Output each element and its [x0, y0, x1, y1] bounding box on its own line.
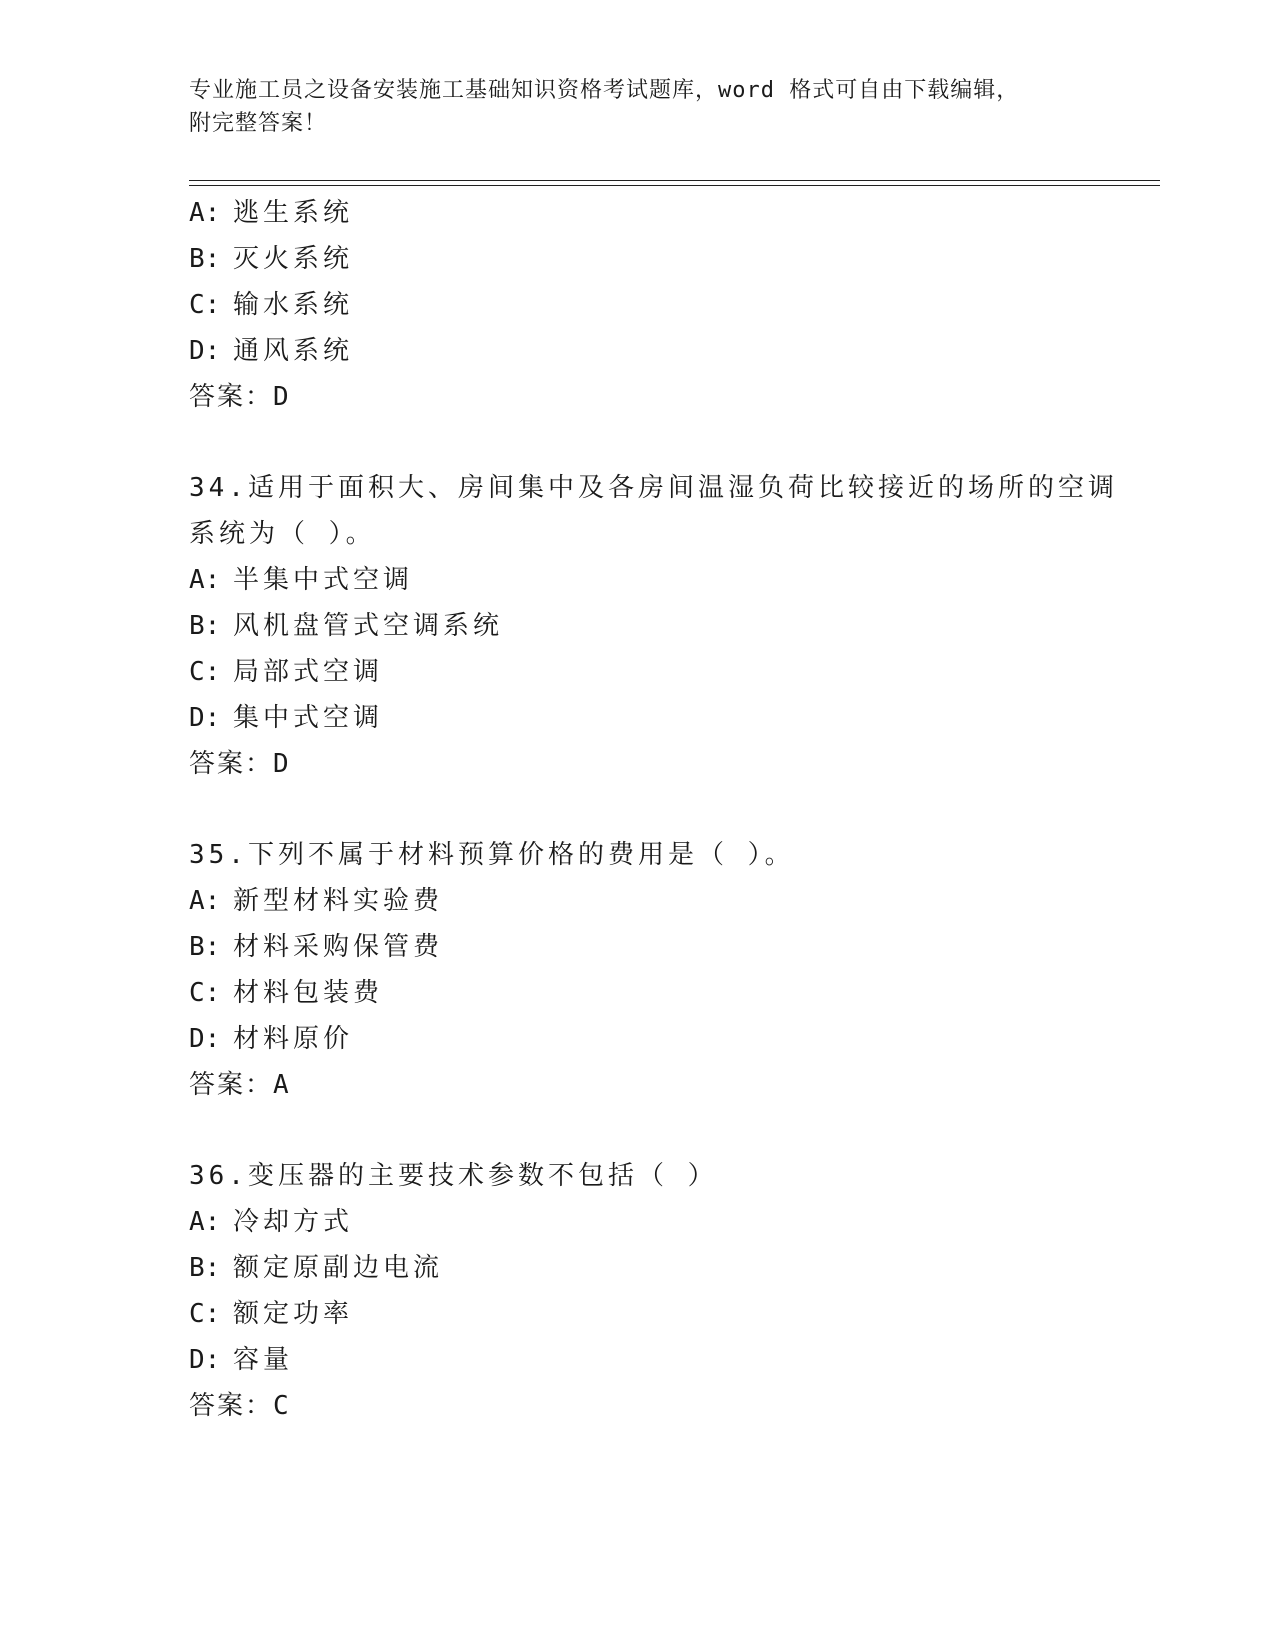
option-text: 逃生系统 [233, 198, 354, 228]
option-text: 冷却方式 [233, 1207, 354, 1237]
question-stem: 36.变压器的主要技术参数不包括（ ） [189, 1161, 718, 1191]
option-text: 材料原价 [233, 1024, 354, 1054]
option-a [189, 557, 1149, 603]
answer-line: 答案：D [189, 382, 291, 412]
answer-line: 答案：C [189, 1391, 291, 1421]
option-text: 新型材料实验费 [233, 886, 444, 916]
question-36 [189, 1153, 1149, 1429]
option-letter: B: [189, 1253, 221, 1283]
option-text: 风机盘管式空调系统 [233, 611, 504, 641]
answer-line: 答案：A [189, 1070, 291, 1100]
option-d [189, 695, 1149, 741]
option-letter: B: [189, 244, 221, 274]
option-d [189, 1337, 1149, 1383]
question-35 [189, 832, 1149, 1108]
option-letter: A: [189, 565, 221, 595]
option-c [189, 970, 1149, 1016]
option-text: 半集中式空调 [233, 565, 414, 595]
question-stem-line-2: 系统为（ ）。 [189, 519, 376, 549]
option-text: 集中式空调 [233, 703, 384, 733]
option-letter: A: [189, 1207, 221, 1237]
option-letter: B: [189, 932, 221, 962]
option-letter: B: [189, 611, 221, 641]
option-letter: C: [189, 1299, 221, 1329]
header-line-2: 附完整答案！ [189, 111, 328, 136]
option-letter: A: [189, 886, 221, 916]
question-33 [189, 190, 1149, 420]
option-b [189, 1245, 1149, 1291]
option-letter: D: [189, 336, 221, 366]
question-list [189, 190, 1149, 1429]
option-c [189, 282, 1149, 328]
option-text: 材料采购保管费 [233, 932, 444, 962]
option-letter: C: [189, 290, 221, 320]
option-text: 输水系统 [233, 290, 354, 320]
option-c [189, 649, 1149, 695]
option-a [189, 878, 1149, 924]
header-divider-bottom [189, 185, 1160, 186]
option-b [189, 603, 1149, 649]
question-stem: 35.下列不属于材料预算价格的费用是（ ）。 [189, 840, 795, 870]
option-text: 材料包装费 [233, 978, 384, 1008]
option-text: 额定原副边电流 [233, 1253, 444, 1283]
option-letter: D: [189, 1345, 221, 1375]
document-header [189, 74, 1089, 140]
option-letter: D: [189, 703, 221, 733]
option-letter: C: [189, 978, 221, 1008]
option-letter: A: [189, 198, 221, 228]
option-text: 额定功率 [233, 1299, 354, 1329]
option-a [189, 190, 1149, 236]
option-text: 灭火系统 [233, 244, 354, 274]
option-b [189, 236, 1149, 282]
question-stem-line-1: 34.适用于面积大、房间集中及各房间温湿负荷比较接近的场所的空调 [189, 473, 1118, 503]
answer-line: 答案：D [189, 749, 291, 779]
option-d [189, 1016, 1149, 1062]
option-text: 容量 [233, 1345, 294, 1375]
header-line-1: 专业施工员之设备安装施工基础知识资格考试题库，word 格式可自由下载编辑， [189, 78, 1020, 103]
header-divider-top [189, 180, 1160, 181]
option-b [189, 924, 1149, 970]
option-letter: C: [189, 657, 221, 687]
option-text: 局部式空调 [233, 657, 384, 687]
option-c [189, 1291, 1149, 1337]
option-d [189, 328, 1149, 374]
option-letter: D: [189, 1024, 221, 1054]
question-34 [189, 465, 1149, 787]
option-a [189, 1199, 1149, 1245]
option-text: 通风系统 [233, 336, 354, 366]
